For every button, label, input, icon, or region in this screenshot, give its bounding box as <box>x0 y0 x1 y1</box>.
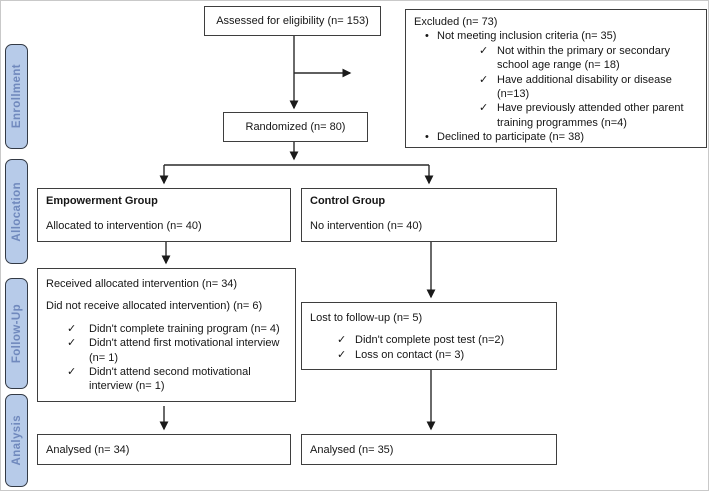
followup-right-check-item <box>337 348 548 362</box>
empowerment-content <box>38 189 290 239</box>
check-icon: ✓ <box>479 44 489 57</box>
analysed-right-text: Analysed (n= 35) <box>310 443 394 456</box>
followup-right-box <box>301 302 557 370</box>
excluded-title: Excluded (n= 73) <box>414 16 498 28</box>
followup-left-check-item <box>67 322 287 336</box>
followup-left-check-text: Didn't attend second motivational interview (n= 1) <box>89 366 251 393</box>
excluded-bullet-text: Declined to participate (n= 38) <box>437 131 585 144</box>
followup-left-content <box>38 269 295 399</box>
excluded-content <box>406 10 706 150</box>
followup-left-box <box>37 268 296 402</box>
randomized-text: Randomized (n= 80) <box>245 121 346 133</box>
stage-label-allocation-text: Allocation <box>10 181 23 242</box>
check-icon: ✓ <box>479 102 489 115</box>
analysed-right-box <box>301 434 557 465</box>
followup-left-line1: Received allocated intervention (n= 34) <box>46 278 238 290</box>
empowerment-group-box <box>37 188 291 242</box>
stage-label-enrollment-text: Enrollment <box>10 64 23 129</box>
followup-left-check-text: Didn't attend first motivational interview (n= 1) <box>89 337 280 364</box>
check-icon: ✓ <box>337 334 347 347</box>
bullet-icon: • <box>425 30 429 43</box>
excluded-check-text: Have additional disability or disease (n=13) <box>497 73 672 101</box>
excluded-bullet-text: Not meeting inclusion criteria (n= 35) <box>437 30 617 43</box>
bullet-icon: • <box>425 131 429 144</box>
analysed-left-box <box>37 434 291 465</box>
followup-left-line2: Did not receive allocated intervention) (n= 6) <box>46 300 263 313</box>
assessed-box <box>204 6 381 36</box>
followup-right-check-text: Didn't complete post test (n=2) <box>355 334 505 347</box>
excluded-bullet-item <box>425 130 698 144</box>
check-icon: ✓ <box>67 337 77 350</box>
assessed-text: Assessed for eligibility (n= 153) <box>216 15 369 27</box>
analysed-left-text: Analysed (n= 34) <box>46 443 130 456</box>
empowerment-subtitle: Allocated to intervention (n= 40) <box>46 220 202 233</box>
control-title: Control Group <box>310 195 386 207</box>
followup-right-check-item <box>337 333 548 347</box>
empowerment-title: Empowerment Group <box>46 195 158 207</box>
stage-label-enrollment <box>5 44 28 149</box>
control-content <box>302 189 556 239</box>
followup-left-check-item <box>67 365 287 394</box>
followup-right-check-text: Loss on contact (n= 3) <box>355 348 465 361</box>
excluded-check-text: Have previously attended other parent training programmes (n=4) <box>497 102 684 129</box>
stage-label-analysis-text: Analysis <box>10 415 23 466</box>
followup-right-line1: Lost to follow-up (n= 5) <box>310 312 423 324</box>
excluded-check-item <box>479 44 698 73</box>
followup-left-check-item <box>67 336 287 365</box>
excluded-box <box>405 9 707 148</box>
control-subtitle: No intervention (n= 40) <box>310 220 423 233</box>
check-icon: ✓ <box>337 348 347 361</box>
followup-right-content <box>302 303 556 367</box>
excluded-check-item <box>479 101 698 130</box>
followup-left-check-text: Didn't complete training program (n= 4) <box>89 322 280 335</box>
control-group-box <box>301 188 557 242</box>
stage-label-followup-text: Follow-Up <box>10 303 23 364</box>
excluded-bullet-item <box>425 29 698 43</box>
stage-label-allocation <box>5 159 28 264</box>
check-icon: ✓ <box>479 73 489 86</box>
check-icon: ✓ <box>67 322 77 335</box>
stage-label-followup <box>5 278 28 389</box>
randomized-box <box>223 112 368 142</box>
check-icon: ✓ <box>67 366 77 379</box>
stage-label-analysis <box>5 394 28 487</box>
excluded-check-item <box>479 73 698 102</box>
excluded-check-text: Not within the primary or secondary school age range (n= 18) <box>497 44 671 72</box>
